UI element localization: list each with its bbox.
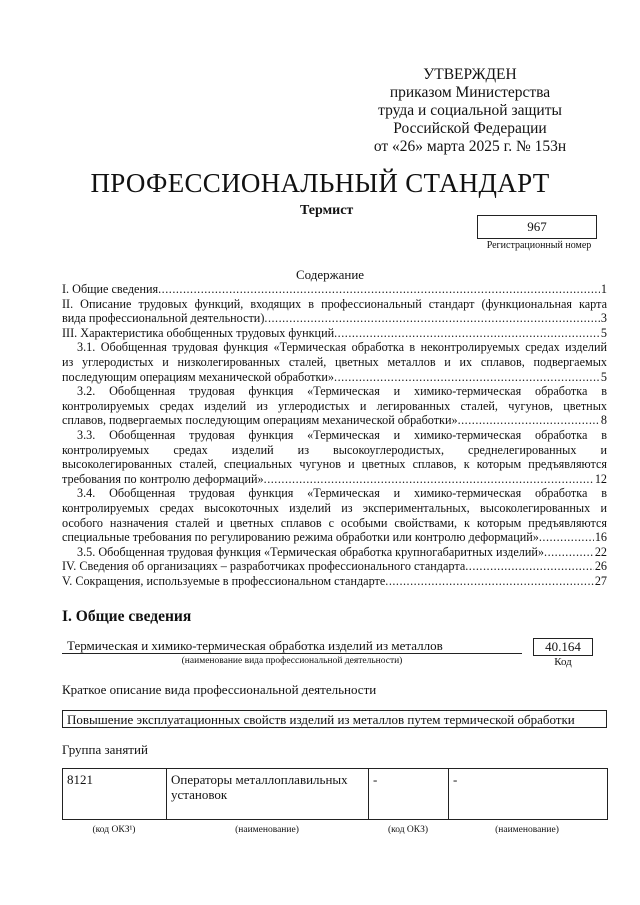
toc-entry-text: 3.1. Обобщенная трудовая функция «Термическая обработка в неконтролируемых средах изделий (77, 340, 607, 355)
toc-entry-3-3[interactable] (62, 428, 607, 486)
toc-page-number: 26 (594, 559, 607, 574)
toc-page-number: 3 (600, 311, 607, 326)
occupation-name-caption: (наименование) (495, 825, 559, 835)
toc-entry-text: 3.3. Обобщенная трудовая функция «Термическая и химико-термическая обработка в (77, 427, 607, 442)
occupation-name-cell: Операторы металлоплавильных установок (167, 769, 369, 819)
occupation-group-label: Группа занятий (62, 742, 148, 757)
toc-entry-text: I. Общие сведения (62, 282, 159, 296)
okz-code-cell: - (369, 769, 449, 819)
toc-entry-v[interactable] (62, 574, 607, 589)
toc-heading: Содержание (295, 267, 365, 282)
toc-page-number: 8 (600, 413, 607, 428)
document-title: ПРОФЕССИОНАЛЬНЫЙ СТАНДАРТ (90, 168, 550, 198)
toc-entry-text: контролируемых средах высокоточных изделий из экспериментальных, высоколегированных и (62, 500, 607, 515)
toc-entry-iv[interactable] (62, 559, 607, 574)
toc-entry-3-4[interactable] (62, 486, 607, 544)
toc-entry-iii[interactable] (62, 326, 607, 341)
toc-leader (334, 326, 600, 341)
toc-entry-text: последующим операциям механической обработки» (62, 369, 335, 384)
toc-page-number: 5 (600, 369, 607, 384)
approval-line-1: УТВЕРЖДЕН (423, 66, 517, 83)
toc-entry-text: требования по контролю деформаций» (62, 471, 264, 486)
brief-description-box: Повышение эксплуатационных свойств изделий из металлов путем термической обработки (62, 710, 607, 728)
okz-code-cell: 8121 (63, 769, 167, 819)
registration-number-caption: Регистрационный номер (486, 240, 592, 251)
toc-entry-text: V. Сокращения, используемые в профессиональном стандарте (62, 573, 386, 588)
toc-leader (458, 413, 600, 428)
approval-line-3: труда и социальной защиты (378, 102, 562, 119)
activity-code-box: 40.164 (533, 638, 593, 656)
toc-entry-text: 3.2. Обобщенная трудовая функция «Термическая и химико-термическая обработка в (77, 384, 607, 399)
okz-code-caption: (код ОКЗ¹) (92, 825, 136, 835)
toc-entry-text: 3.4. Обобщенная трудовая функция «Термическая и химико-термическая обработка в (77, 486, 607, 501)
toc-leader (539, 530, 594, 545)
toc-page-number: 27 (594, 573, 607, 588)
toc-entry-i[interactable] (62, 282, 607, 297)
registration-number-box: 967 (477, 215, 597, 239)
toc-entry-text: специальные требования по регулированию режима обработки или контролю деформаций» (62, 530, 539, 545)
table-of-contents (62, 282, 607, 588)
section-title: I. Общие сведения (62, 608, 192, 625)
toc-entry-text: вида профессиональной деятельности) (62, 311, 265, 326)
toc-entry-text: высоколегированных сталей, специальных чугунов и цветных сплавов, к которым предъявляются (62, 457, 607, 472)
document-subtitle: Термист (300, 203, 354, 218)
approval-line-2: приказом Министерства (389, 84, 551, 101)
toc-leader (385, 574, 594, 589)
toc-entry-text: контролируемых средах изделий из углеродистых и легированных сталей, чугунов, цветных (62, 398, 607, 413)
toc-page-number: 1 (600, 282, 607, 296)
activity-name-caption: (наименование вида профессиональной деятельности) (181, 656, 403, 666)
toc-entry-text: IV. Сведения об организациях – разработчиках профессионального стандарта (62, 559, 466, 574)
toc-page-number: 22 (594, 544, 607, 559)
activity-name-field: Термическая и химико-термическая обработка изделий из металлов (62, 638, 522, 654)
approval-line-4: Российской Федерации (393, 120, 547, 137)
toc-entry-text: II. Описание трудовых функций, входящих в профессиональный стандарт (функциональная карта (62, 296, 607, 311)
occupation-group-table (62, 768, 608, 820)
toc-page-number: 5 (600, 325, 607, 340)
toc-entry-3-5[interactable] (62, 545, 607, 560)
toc-leader (264, 311, 600, 326)
toc-entry-3-2[interactable] (62, 384, 607, 428)
toc-leader (544, 545, 594, 560)
occupation-name-cell: - (453, 772, 458, 787)
toc-entry-ii[interactable] (62, 297, 607, 326)
okz-code-caption: (код ОКЗ) (387, 825, 429, 835)
toc-leader (334, 370, 600, 385)
approval-block (350, 66, 590, 156)
approval-line-5: от «26» марта 2025 г. № 153н (373, 138, 567, 155)
toc-entry-text: особого назначения сталей и цветных сплавов с особыми свойствами, к которым предъявляются (62, 515, 607, 530)
activity-code-caption: Код (554, 656, 572, 668)
toc-entry-text: контролируемых средах изделий из высокоуглеродистых, среднелегированных и (62, 442, 607, 457)
toc-entry-text: сплавов, подвергаемых последующим операциям механической обработки» (62, 413, 458, 428)
toc-entry-3-1[interactable] (62, 340, 607, 384)
toc-leader (465, 559, 594, 574)
toc-entry-text: из углеродистых и низколегированных сталей, цветных металлов и их сплавов, подвергаемых (62, 354, 607, 369)
toc-page-number: 12 (594, 471, 607, 486)
toc-entry-text: III. Характеристика обобщенных трудовых функций (62, 325, 335, 340)
brief-description-label: Краткое описание вида профессиональной деятельности (62, 682, 377, 697)
toc-page-number: 16 (594, 530, 607, 545)
toc-entry-text: 3.5. Обобщенная трудовая функция «Термическая обработка крупногабаритных изделий» (77, 544, 545, 559)
toc-leader (158, 282, 600, 297)
occupation-name-caption: (наименование) (235, 825, 299, 835)
toc-leader (264, 472, 594, 487)
